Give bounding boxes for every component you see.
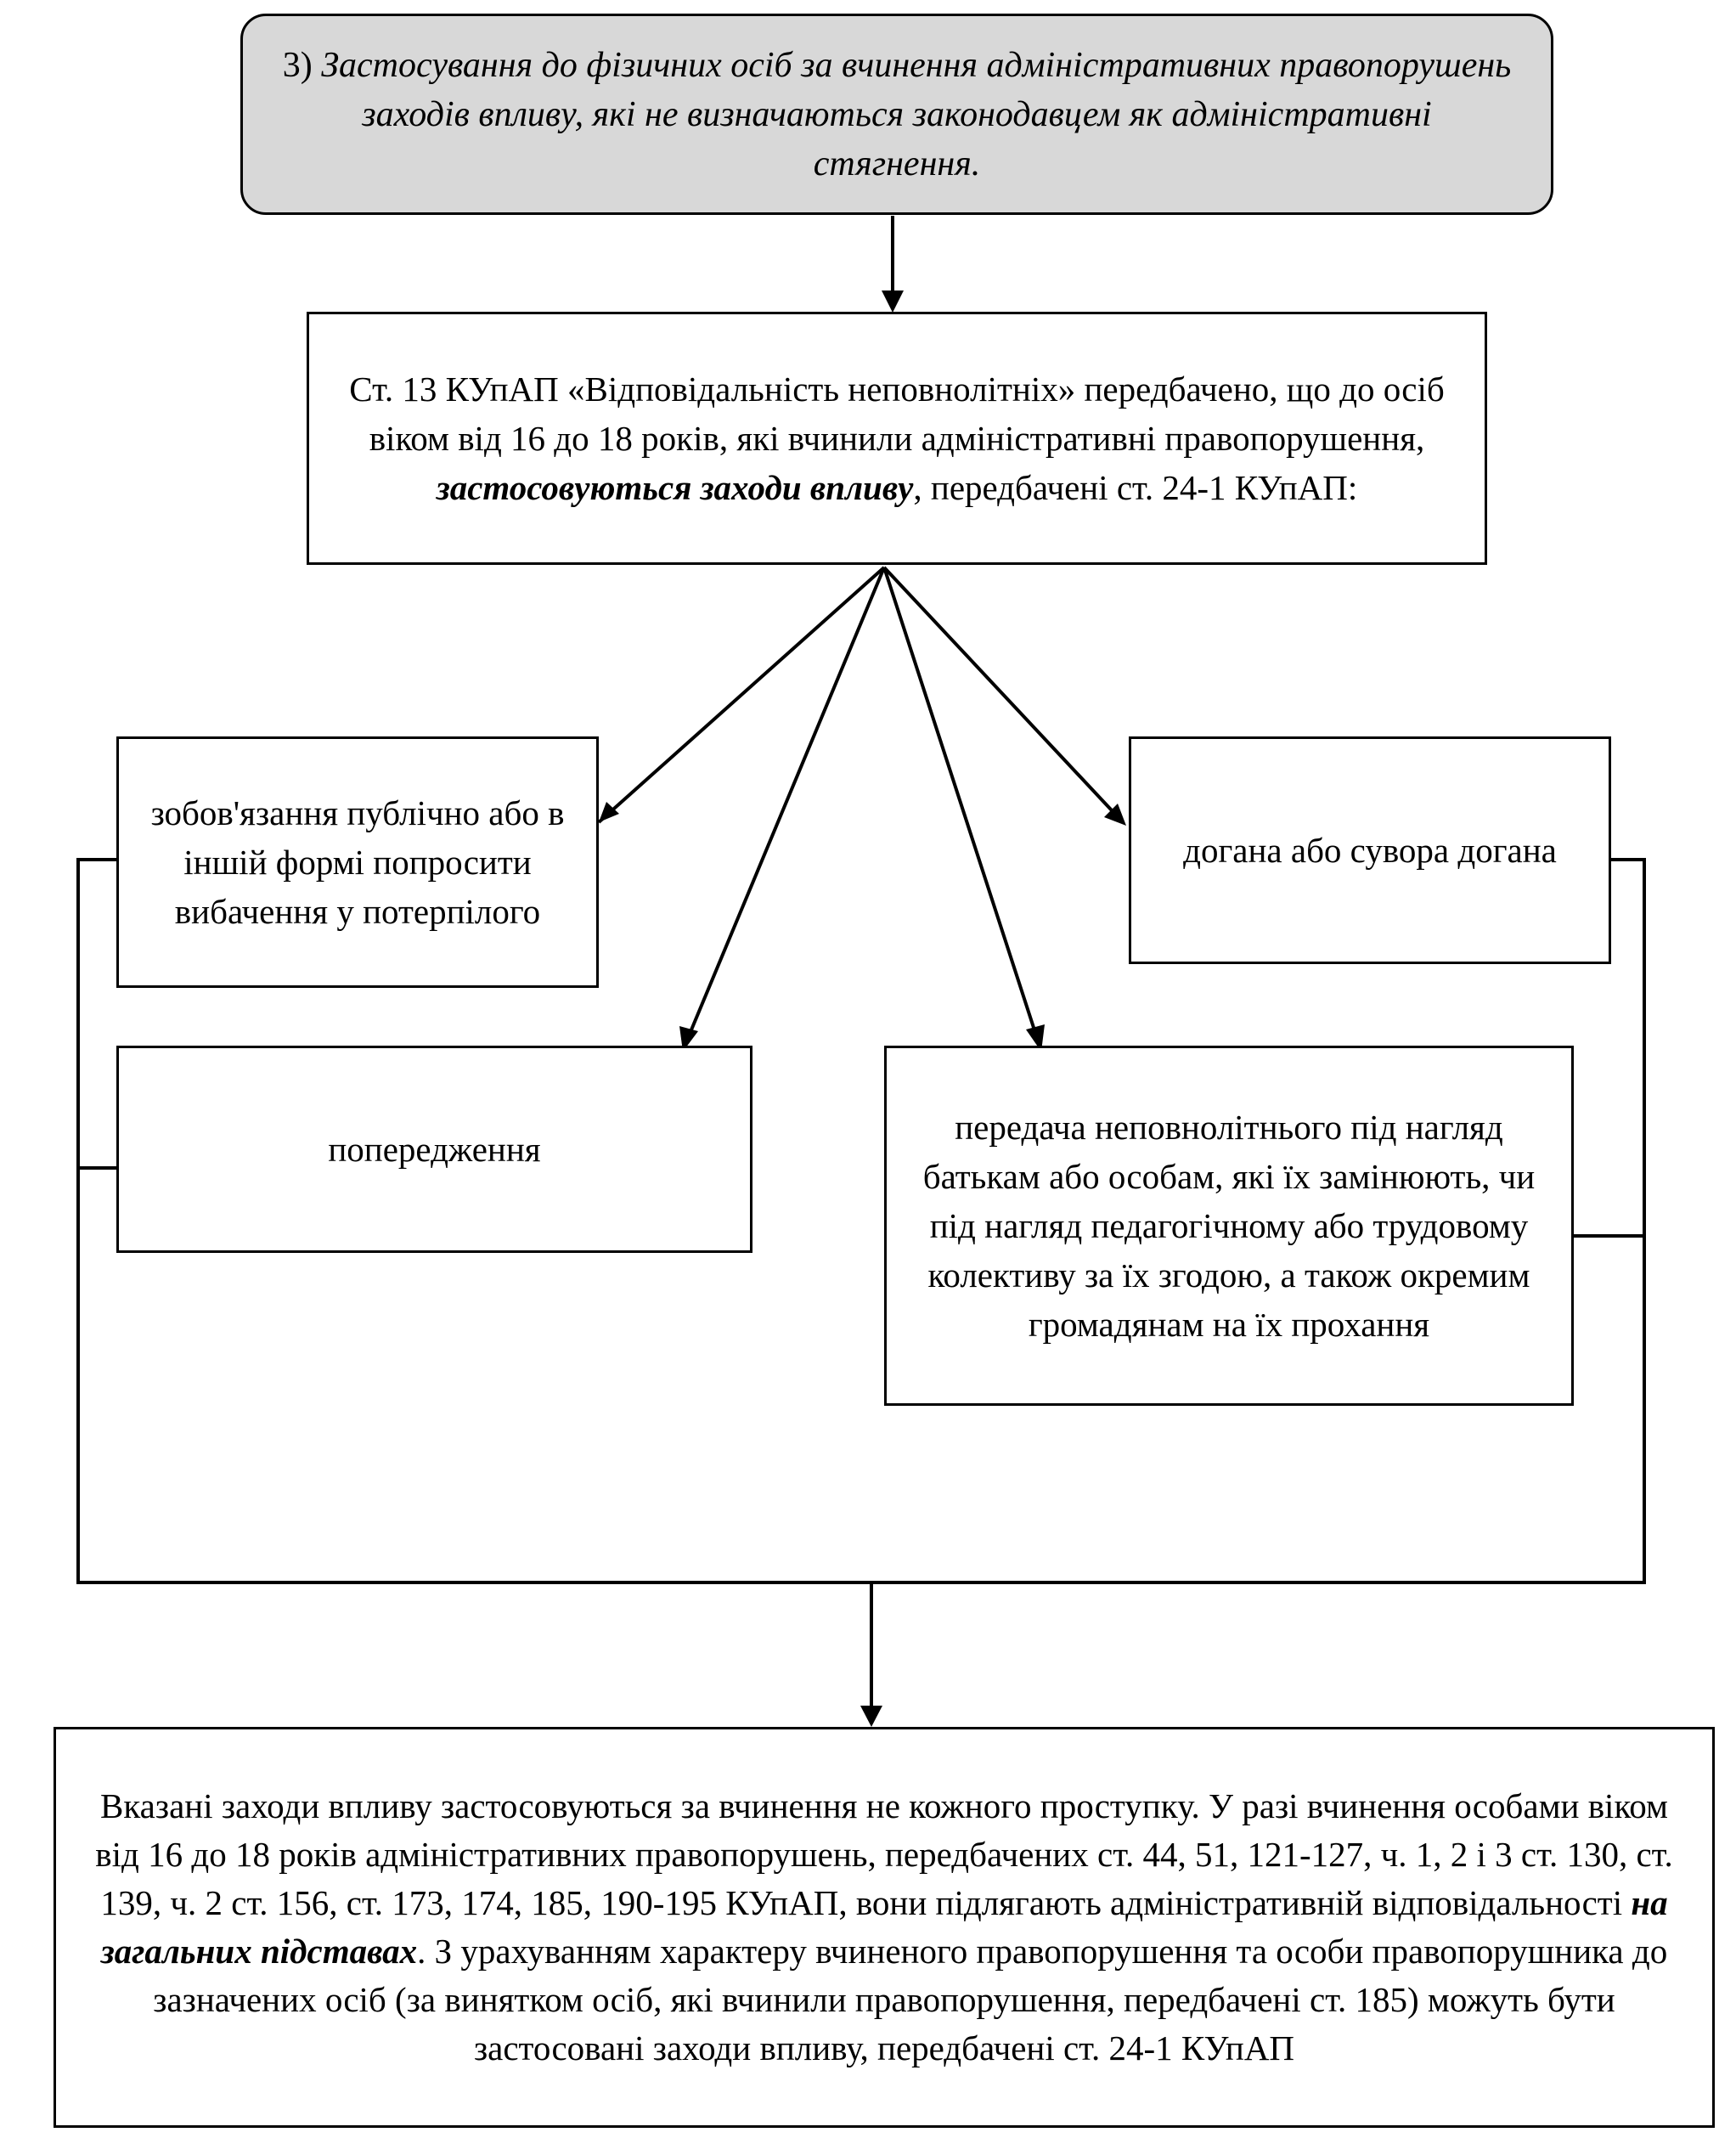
conclusion-text-after: . З урахуванням характеру вчиненого правопорушення та особи правопорушника до зазначених осіб (за винятком осіб, які вчинили правопорушення, передбачені ст. 185) можуть бути застосовані заходи впливу, передбачені ст. 24-1 КУпАП [153,1932,1668,2067]
arrow-to-supervision [884,567,1037,1038]
top-box-text: Застосування до фізичних осіб за вчинення адміністративних правопорушень заходів впливу, які не визначаються законодавцем як адміністративні стягнення. [321,45,1512,183]
arrow-to-apology [599,567,884,822]
measure-apology-text: зобов'язання публічно або в іншій формі попросити вибачення у потерпілого [150,793,565,931]
measure-reprimand-text: догана або сувора догана [1183,831,1557,870]
top-category-box [240,14,1553,215]
measure-warning-text: попередження [328,1130,541,1169]
arrowhead-bottom [860,1706,882,1727]
measure-apology-box [116,736,599,988]
article13-box [307,312,1487,565]
measure-supervision-box [884,1046,1574,1406]
arrowhead-top [882,291,904,313]
measure-supervision-text: передача неповнолітнього під нагляд батькам або особам, які їх замінюють, чи під нагляд педагогічному або трудовому колективу за їх згодою, а також окремим громадянам на їх прохання [922,1108,1536,1344]
article13-emphasis: застосовуються заходи впливу [436,468,914,507]
arrow-to-reprimand [884,567,1123,822]
article13-text-before: Ст. 13 КУпАП «Відповідальність неповнолітніх» передбачено, що до осіб віком від 16 до 18 років, які вчинили адміністративні правопорушення, [349,369,1445,458]
conclusion-box [54,1727,1715,2128]
top-box-number: 3) [282,45,313,85]
article13-text-after: , передбачені ст. 24-1 КУпАП: [913,468,1358,507]
measure-reprimand-box [1129,736,1611,964]
conclusion-text-before: Вказані заходи впливу застосовуються за вчинення не кожного проступку. У разі вчинення особами віком від 16 до 18 років адміністративних правопорушень, передбачених ст. 44, 51, 121-127, ч. 1, 2 і 3 ст. 130, ст. 139, ч. 2 ст. 156, ст. 173, 174, 185, 190-195 КУпАП, вони підлягають адміністративній відповідальності [95,1786,1673,1922]
arrow-to-warning [688,567,884,1038]
conclusion-emphasis: на загальних підставах [100,1883,1668,1971]
measure-warning-box [116,1046,752,1253]
